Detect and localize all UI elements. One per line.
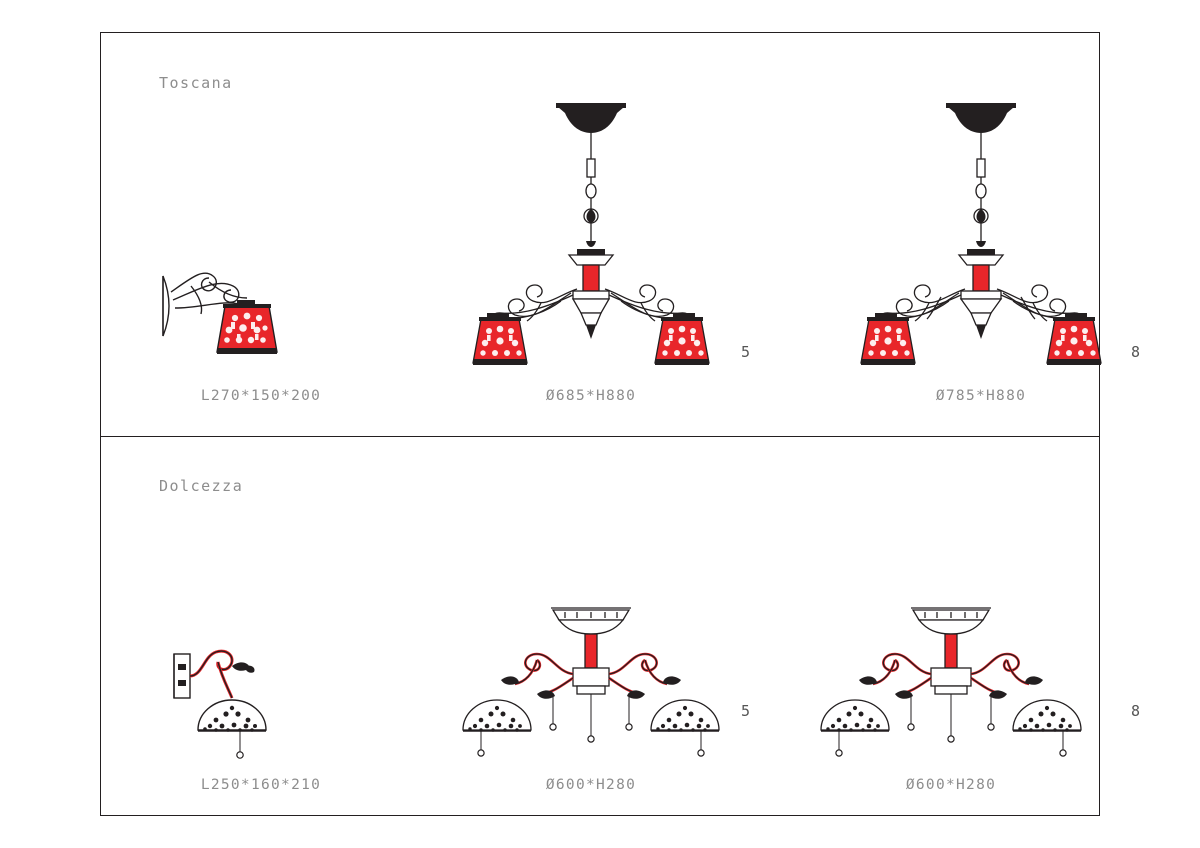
lamp-count-toscana-5: 5 [741, 343, 751, 361]
caption-dolcezza-ceiling-5: Ø600*H280 [545, 777, 637, 793]
figure-toscana-wall-sconce [151, 248, 371, 368]
catalog-sheet [100, 32, 1141, 816]
series-title-dolcezza: Dolcezza [159, 477, 244, 495]
figure-toscana-chandelier-8 [831, 63, 1131, 363]
caption-dolcezza-ceiling-8: Ø600*H280 [905, 777, 997, 793]
series-row-toscana [101, 33, 1141, 437]
caption-toscana-chandelier-8: Ø785*H880 [935, 388, 1027, 404]
lamp-count-dolcezza-8: 8 [1131, 702, 1141, 720]
caption-toscana-chandelier-5: Ø685*H880 [545, 388, 637, 404]
series-row-dolcezza [101, 437, 1141, 817]
figure-toscana-chandelier-5 [441, 63, 741, 363]
series-title-toscana: Toscana [159, 74, 233, 92]
caption-dolcezza-wall-sconce: L250*160*210 [200, 777, 322, 793]
caption-toscana-wall-sconce: L270*150*200 [200, 388, 322, 404]
lamp-count-dolcezza-5: 5 [741, 702, 751, 720]
lamp-count-toscana-8: 8 [1131, 343, 1141, 361]
figure-dolcezza-ceiling-5 [441, 582, 741, 767]
figure-dolcezza-wall-sconce [156, 622, 356, 762]
figure-dolcezza-ceiling-8 [801, 582, 1101, 767]
